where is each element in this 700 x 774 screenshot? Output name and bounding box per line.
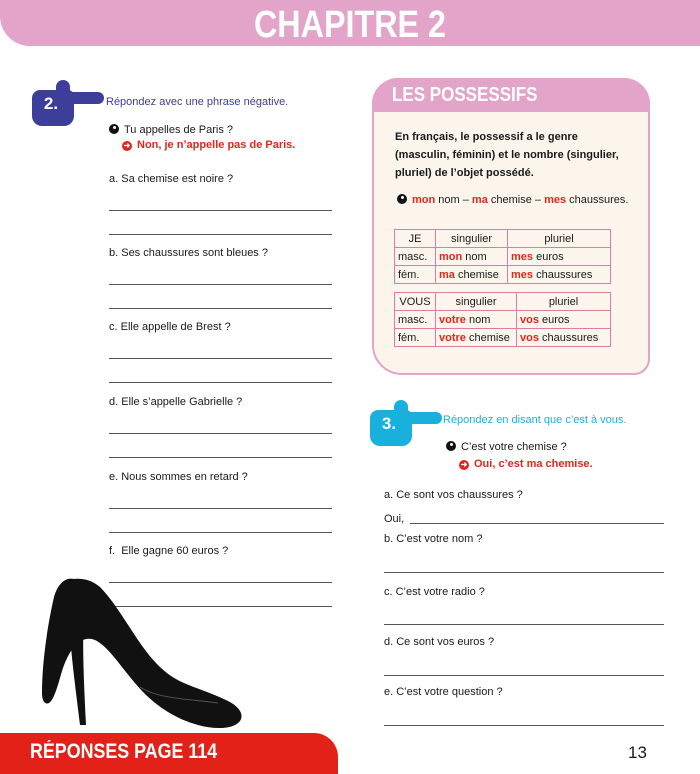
exercise-instruction: Répondez avec une phrase négative.	[106, 96, 289, 108]
example-question: C’est votre chemise ?	[446, 440, 567, 453]
high-heel-shoe-image	[40, 575, 245, 735]
question-a: a. Ce sont vos chaussures ?	[384, 489, 523, 501]
table-header: VOUS	[395, 293, 436, 311]
chapter-title: CHAPITRE 2	[253, 4, 447, 46]
question-e: e. Nous sommes en retard ?	[109, 471, 248, 483]
question-b: b. Ses chaussures sont bleues ?	[109, 247, 268, 259]
question-a: a. Sa chemise est noire ?	[109, 173, 234, 185]
answer-line[interactable]	[109, 234, 332, 235]
question-d: d. Elle s’appelle Gabrielle ?	[109, 396, 243, 408]
oui-prefix: Oui,	[384, 513, 405, 525]
answer-line[interactable]	[109, 457, 332, 458]
answer-line[interactable]	[109, 532, 332, 533]
question-c: c. C’est votre radio ?	[384, 586, 485, 598]
question-f: f. Elle gagne 60 euros ?	[109, 545, 229, 557]
example-answer: ➜ Non, je n’appelle pas de Paris.	[123, 139, 296, 151]
answer-line[interactable]	[384, 572, 664, 573]
table-cell: vos chaussures	[517, 329, 611, 347]
eye-icon	[397, 194, 407, 204]
pointing-hand-icon	[370, 400, 442, 448]
answer-line[interactable]	[109, 284, 332, 285]
table-header: JE	[395, 230, 436, 248]
answer-line[interactable]	[384, 675, 664, 676]
answer-line[interactable]	[109, 358, 332, 359]
table-cell: ma chemise	[436, 266, 508, 284]
answer-line[interactable]	[410, 523, 664, 524]
table-header: pluriel	[508, 230, 611, 248]
table-cell: mes chaussures	[508, 266, 611, 284]
table-cell: votre nom	[436, 311, 517, 329]
exercise-number: 2.	[43, 94, 59, 113]
table-je	[394, 229, 611, 284]
answer-line[interactable]	[109, 382, 332, 383]
pointing-hand-icon	[32, 80, 104, 128]
table-header: pluriel	[517, 293, 611, 311]
possessifs-title: LES POSSESSIFS	[392, 84, 538, 106]
answer-line[interactable]	[384, 624, 664, 625]
example-answer: ➜ Oui, c’est ma chemise.	[460, 458, 593, 470]
row-label: masc.	[395, 311, 436, 329]
table-cell: mon nom	[436, 248, 508, 266]
example-question: Tu appelles de Paris ?	[109, 123, 233, 136]
eye-icon	[109, 124, 119, 134]
page-number: 13	[628, 743, 647, 762]
answer-line[interactable]	[109, 210, 332, 211]
row-label: fém.	[395, 329, 436, 347]
question-b: b. C’est votre nom ?	[384, 533, 483, 545]
arrow-right-icon: ➜	[460, 460, 468, 469]
possessifs-explanation: En français, le possessif a le genre (masculin, féminin) et le nombre (singulier, pluriel) de l’objet possédé.	[395, 131, 619, 179]
answer-line[interactable]	[109, 308, 332, 309]
question-d: d. Ce sont vos euros ?	[384, 636, 495, 648]
exercise-instruction: Répondez en disant que c’est à vous.	[443, 414, 627, 426]
exercise-number: 3.	[381, 414, 397, 433]
table-cell: votre chemise	[436, 329, 517, 347]
answer-line[interactable]	[384, 725, 664, 726]
table-cell: vos euros	[517, 311, 611, 329]
table-header: singulier	[436, 230, 508, 248]
answers-reference: RÉPONSES PAGE 114	[30, 740, 218, 763]
table-vous	[394, 292, 611, 347]
row-label: masc.	[395, 248, 436, 266]
answer-line[interactable]	[109, 433, 332, 434]
possessifs-example: mon nom – ma chemise – mes chaussures.	[397, 193, 628, 206]
arrow-right-icon: ➜	[123, 141, 131, 150]
eye-icon	[446, 441, 456, 451]
question-c: c. Elle appelle de Brest ?	[109, 321, 231, 333]
answer-line[interactable]	[109, 508, 332, 509]
row-label: fém.	[395, 266, 436, 284]
table-cell: mes euros	[508, 248, 611, 266]
table-header: singulier	[436, 293, 517, 311]
question-e: e. C’est votre question ?	[384, 686, 503, 698]
